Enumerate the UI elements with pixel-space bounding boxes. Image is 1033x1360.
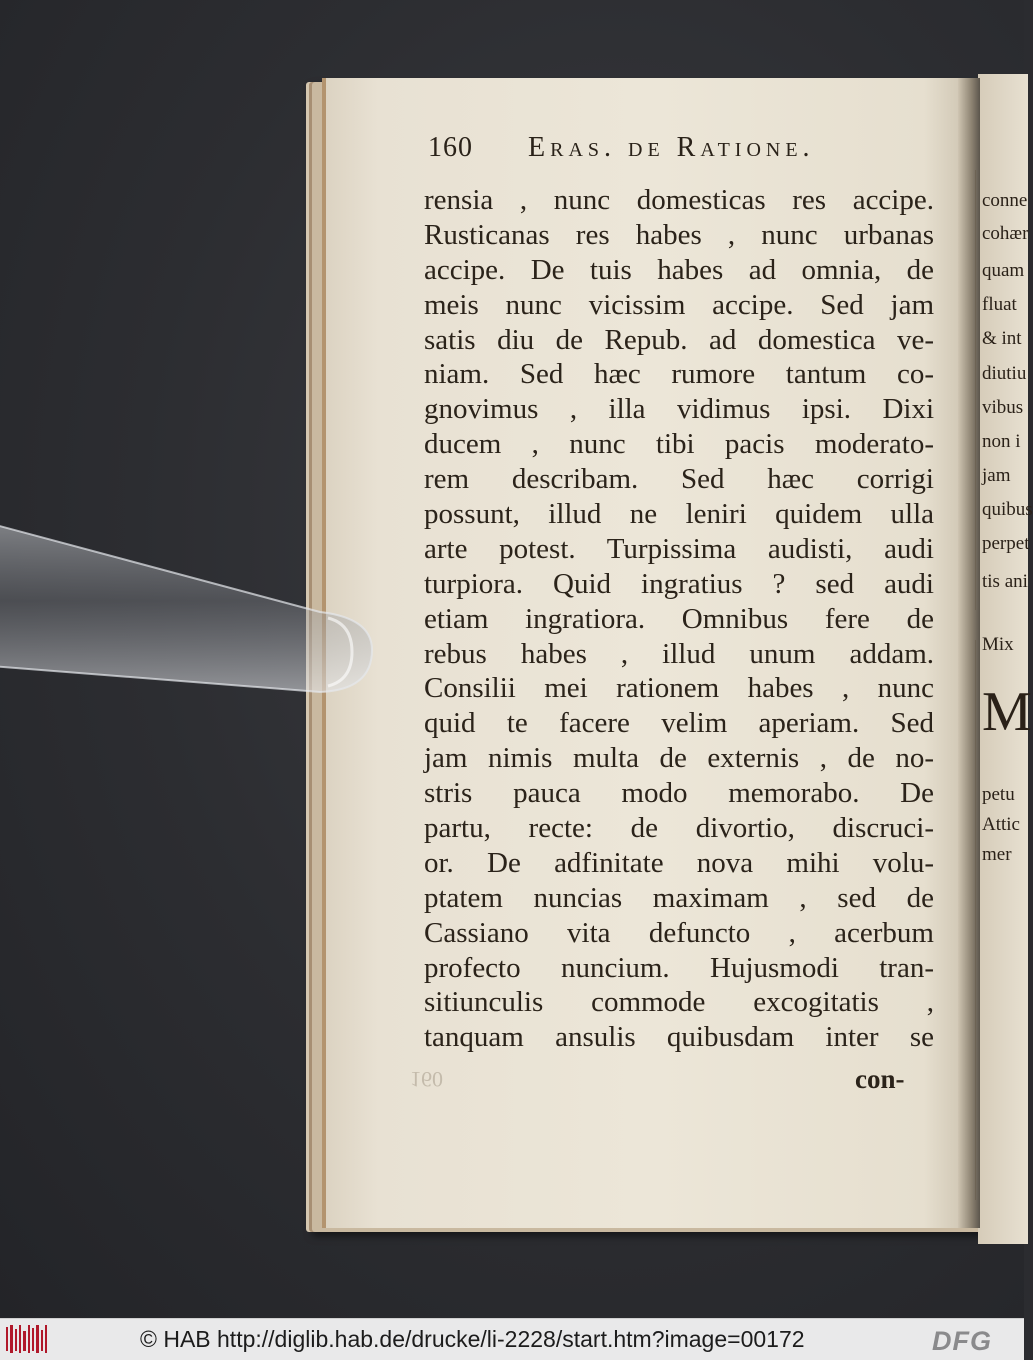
facing-page-fragment: perpet — [982, 533, 1030, 554]
footer-bar — [0, 1318, 1024, 1360]
copyright-link[interactable]: © HAB http://diglib.hab.de/drucke/li-2228/start.htm?image=00172 — [140, 1326, 805, 1352]
text-line: arte potest. Turpissima audisti, audi — [424, 532, 934, 565]
text-line: etiam ingratiora. Omnibus fere de — [424, 602, 934, 635]
text-line: accipe. De tuis habes ad omnia, de — [424, 253, 934, 286]
dfg-logo: DFG — [932, 1326, 992, 1356]
text-line: Cassiano vita defuncto , acerbum — [424, 916, 934, 949]
text-line: ptatem nuncias maximam , sed de — [424, 881, 934, 914]
text-line: possunt, illud ne leniri quidem ulla — [424, 498, 934, 531]
text-line: Rusticanas res habes , nunc urbanas — [424, 218, 934, 251]
running-head — [428, 132, 948, 172]
body-text — [424, 183, 934, 1055]
text-line: turpiora. Quid ingratius ? sed audi — [424, 567, 934, 600]
facing-page — [978, 74, 1033, 1244]
facing-page-fragment: & int — [982, 328, 1022, 349]
facing-page-fragment: non i — [982, 431, 1021, 452]
facing-page-fragment: conne — [982, 190, 1028, 211]
text-line: tanquam ansulis quibusdam inter se — [424, 1021, 934, 1054]
facing-page-fragment: jam — [982, 465, 1011, 486]
facing-page-fragment: diutiu — [982, 363, 1027, 384]
catchword: con- — [855, 1064, 905, 1094]
facing-page-fragment: cohær — [982, 223, 1029, 244]
facing-page-fragment: quam — [982, 260, 1025, 281]
text-line: quid te facere velim aperiam. Sed — [424, 707, 934, 740]
text-line: rensia , nunc domesticas res accipe. — [424, 184, 934, 216]
facing-page-fragment: vibus — [982, 397, 1024, 418]
text-line: partu, recte: de divortio, discruci- — [424, 812, 934, 845]
text-line: gnovimus , illa vidimus ipsi. Dixi — [424, 393, 934, 426]
text-line: ducem , nunc tibi pacis moderato- — [424, 428, 934, 461]
bleed-through-number: 160 — [410, 1067, 443, 1092]
text-line: or. De adfinitate nova mihi volu- — [424, 846, 934, 879]
facing-page-fragment: fluat — [982, 294, 1017, 315]
facing-page-fragment: Attic — [982, 814, 1020, 835]
text-line: Consilii mei rationem habes , nunc — [424, 672, 934, 705]
facing-page-fragment: petu — [982, 784, 1015, 805]
facing-page-fragment: tis ani — [982, 571, 1028, 592]
text-line: profecto nuncium. Hujusmodi tran- — [424, 951, 934, 984]
text-line: rebus habes , illud unum addam. — [424, 637, 934, 670]
text-line: stris pauca modo memorabo. De — [424, 777, 934, 810]
text-line: niam. Sed hæc rumore tantum co- — [424, 358, 934, 391]
text-line: meis nunc vicissim accipe. Sed jam — [424, 288, 934, 321]
facing-page-rule — [975, 170, 976, 610]
book-gutter — [958, 78, 980, 1228]
barcode-logo-icon — [6, 1325, 48, 1353]
text-line: sitiunculis commode excogitatis , — [424, 986, 934, 1019]
text-line: jam nimis multa de externis , de no- — [424, 742, 934, 775]
running-title: Eras. de Ratione. — [528, 132, 815, 163]
text-line: satis diu de Repub. ad domestica ve- — [424, 323, 934, 356]
facing-page-fragment: Mix — [982, 634, 1014, 655]
facing-page-fragment: M — [982, 681, 1032, 743]
page-number: 160 — [428, 132, 473, 163]
facing-page-fragment: mer — [982, 844, 1012, 865]
facing-page-fragment: quibus — [982, 499, 1033, 520]
text-line: rem describam. Sed hæc corrigi — [424, 463, 934, 496]
facing-page-rule — [975, 640, 976, 1200]
